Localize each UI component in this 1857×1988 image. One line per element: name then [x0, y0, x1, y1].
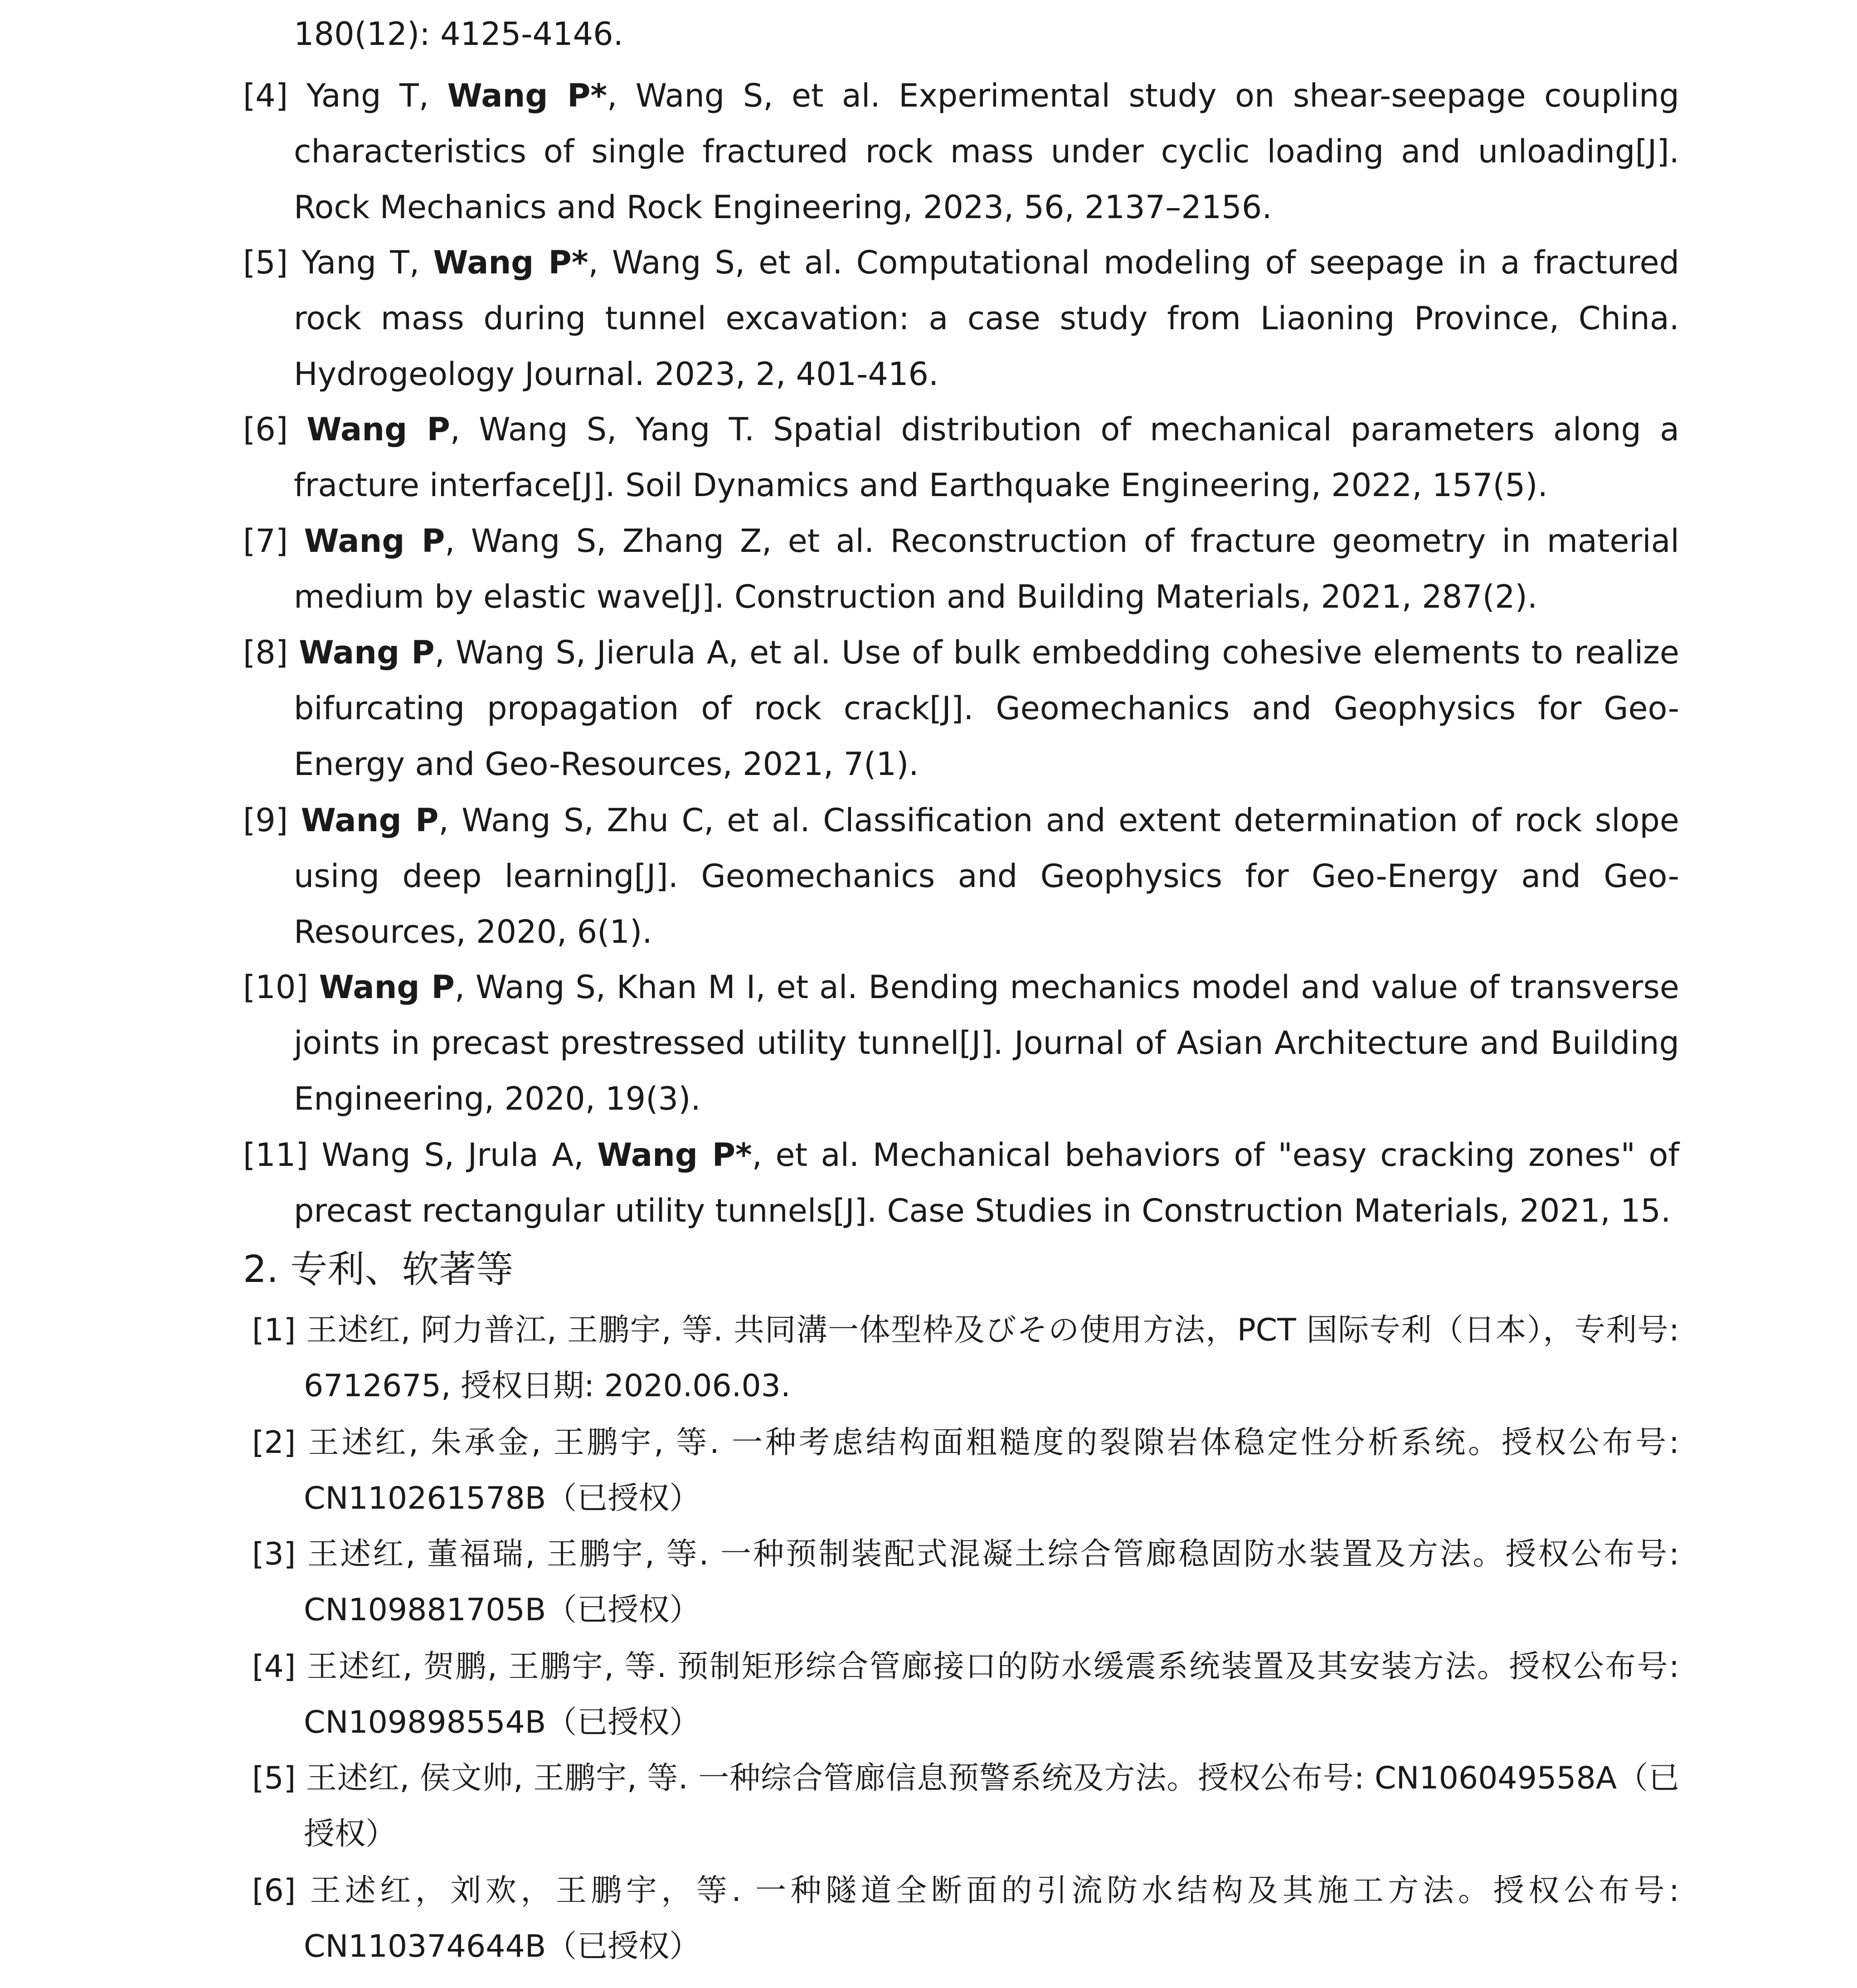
reference-author-highlight: Wang P [299, 634, 435, 671]
patent-item [252, 1302, 1679, 1414]
reference-number: [6] [243, 411, 307, 448]
reference-number: [5] [243, 244, 302, 281]
patent-number: [1] [252, 1312, 306, 1348]
patent-item [252, 1639, 1679, 1750]
reference-author-highlight: Wang P [301, 802, 439, 839]
section-heading: 2. 专利、软著等 [243, 1248, 514, 1291]
patent-number: [6] [252, 1873, 310, 1909]
patent-number: [5] [252, 1760, 306, 1796]
reference-item [243, 68, 1679, 235]
reference-number: [11] [243, 1136, 322, 1174]
reference-item [243, 235, 1679, 402]
reference-number: [8] [243, 634, 299, 671]
reference-item [243, 1127, 1679, 1239]
patent-item [252, 1750, 1679, 1862]
patent-text: 王述红, 朱承金, 王鹏宇, 等. 一种考虑结构面粗糙度的裂隙岩体稳定性分析系统。授权公布号: CN110261578B（已授权） [304, 1425, 1680, 1516]
reference-text: , Wang S, Zhang Z, et al. Reconstruction of fracture geometry in material medium by elastic wave[J]. Construction and Building Materials, 2021, 287(2). [294, 522, 1680, 615]
reference-text: , Wang S, Khan M I, et al. Bending mechanics model and value of transverse joints in precast prestressed utility tunnel[J]. Journal of Asian Architecture and Building Engineering, 2020, 19(3). [294, 969, 1679, 1117]
patent-item [252, 1863, 1679, 1974]
patent-text: 王述红, 阿力普江, 王鹏宇, 等. 共同溝一体型枠及びその使用方法，PCT 国际专利（日本），专利号: 6712675, 授权日期: 2020.06.03. [304, 1312, 1679, 1404]
reference-item [243, 793, 1679, 960]
reference-number: [9] [243, 802, 301, 839]
reference-text: , Wang S, Zhu C, et al. Classification and extent determination of rock slope using deep learning[J]. Geomechanics and Geophysics for Geo-Energy and Geo-Resources, 2020, 6(1). [294, 802, 1679, 950]
reference-text: , Wang S, Yang T. Spatial distribution of mechanical parameters along a fracture interface[J]. Soil Dynamics and Earthquake Engineering, 2022, 157(5). [294, 411, 1680, 504]
patent-text: 王述红, 侯文帅, 王鹏宇, 等. 一种综合管廊信息预警系统及方法。授权公布号: CN106049558A（已授权） [304, 1760, 1679, 1852]
patent-item [252, 1526, 1679, 1638]
reference-author-highlight: Wang P [319, 969, 455, 1006]
reference-text: , Wang S, Jierula A, et al. Use of bulk embedding cohesive elements to realize bifurcating propagation of rock crack[J]. Geomechanics and Geophysics for Geo-Energy and Geo-Resources, 2021, 7(1). [294, 634, 1679, 783]
reference-author-highlight: Wang P* [597, 1136, 752, 1174]
reference-author-highlight: Wang P [304, 522, 445, 560]
reference-number: [4] [243, 77, 306, 114]
reference-continuation: 180(12): 4125-4146. [294, 15, 623, 53]
reference-authors-pre: Yang T, [306, 77, 447, 114]
reference-author-highlight: Wang P [306, 411, 450, 448]
patent-number: [4] [252, 1649, 307, 1685]
reference-author-highlight: Wang P* [433, 244, 588, 281]
reference-authors-pre: Wang S, Jrula A, [321, 1136, 598, 1174]
patent-number: [3] [252, 1536, 308, 1572]
reference-author-highlight: Wang P* [447, 77, 608, 114]
reference-item [243, 625, 1679, 792]
reference-item [243, 513, 1679, 625]
reference-number: [7] [243, 522, 304, 560]
patent-text: 王述红，刘欢，王鹏宇，等. 一种隧道全断面的引流防水结构及其施工方法。授权公布号: CN110374644B（已授权） [304, 1873, 1679, 1964]
patent-text: 王述红, 董福瑞, 王鹏宇, 等. 一种预制装配式混凝土综合管廊稳固防水装置及方法。授权公布号: CN109881705B（已授权） [304, 1536, 1680, 1628]
reference-item [243, 960, 1679, 1127]
reference-text: , et al. Mechanical behaviors of "easy cracking zones" of precast rectangular utility tunnels[J]. Case Studies in Construction Materials, 2021, 15. [294, 1136, 1679, 1229]
patent-item [252, 1415, 1679, 1526]
patent-text: 王述红, 贺鹏, 王鹏宇, 等. 预制矩形综合管廊接口的防水缓震系统装置及其安装方法。授权公布号: CN109898554B（已授权） [304, 1649, 1680, 1740]
reference-item [243, 402, 1679, 513]
patent-number: [2] [252, 1425, 308, 1461]
reference-authors-pre: Yang T, [301, 244, 433, 281]
reference-text: , Wang S, et al. Computational modeling of seepage in a fractured rock mass during tunnel excavation: a case study from Liaoning Province, China. Hydrogeology Journal. 2023, 2, 401-416. [294, 244, 1680, 393]
reference-number: [10] [243, 969, 319, 1006]
reference-text: , Wang S, et al. Experimental study on shear-seepage coupling characteristics of single fractured rock mass under cyclic loading and unloading[J]. Rock Mechanics and Rock Engineering, 2023, 56, 2137–2156. [294, 77, 1679, 226]
